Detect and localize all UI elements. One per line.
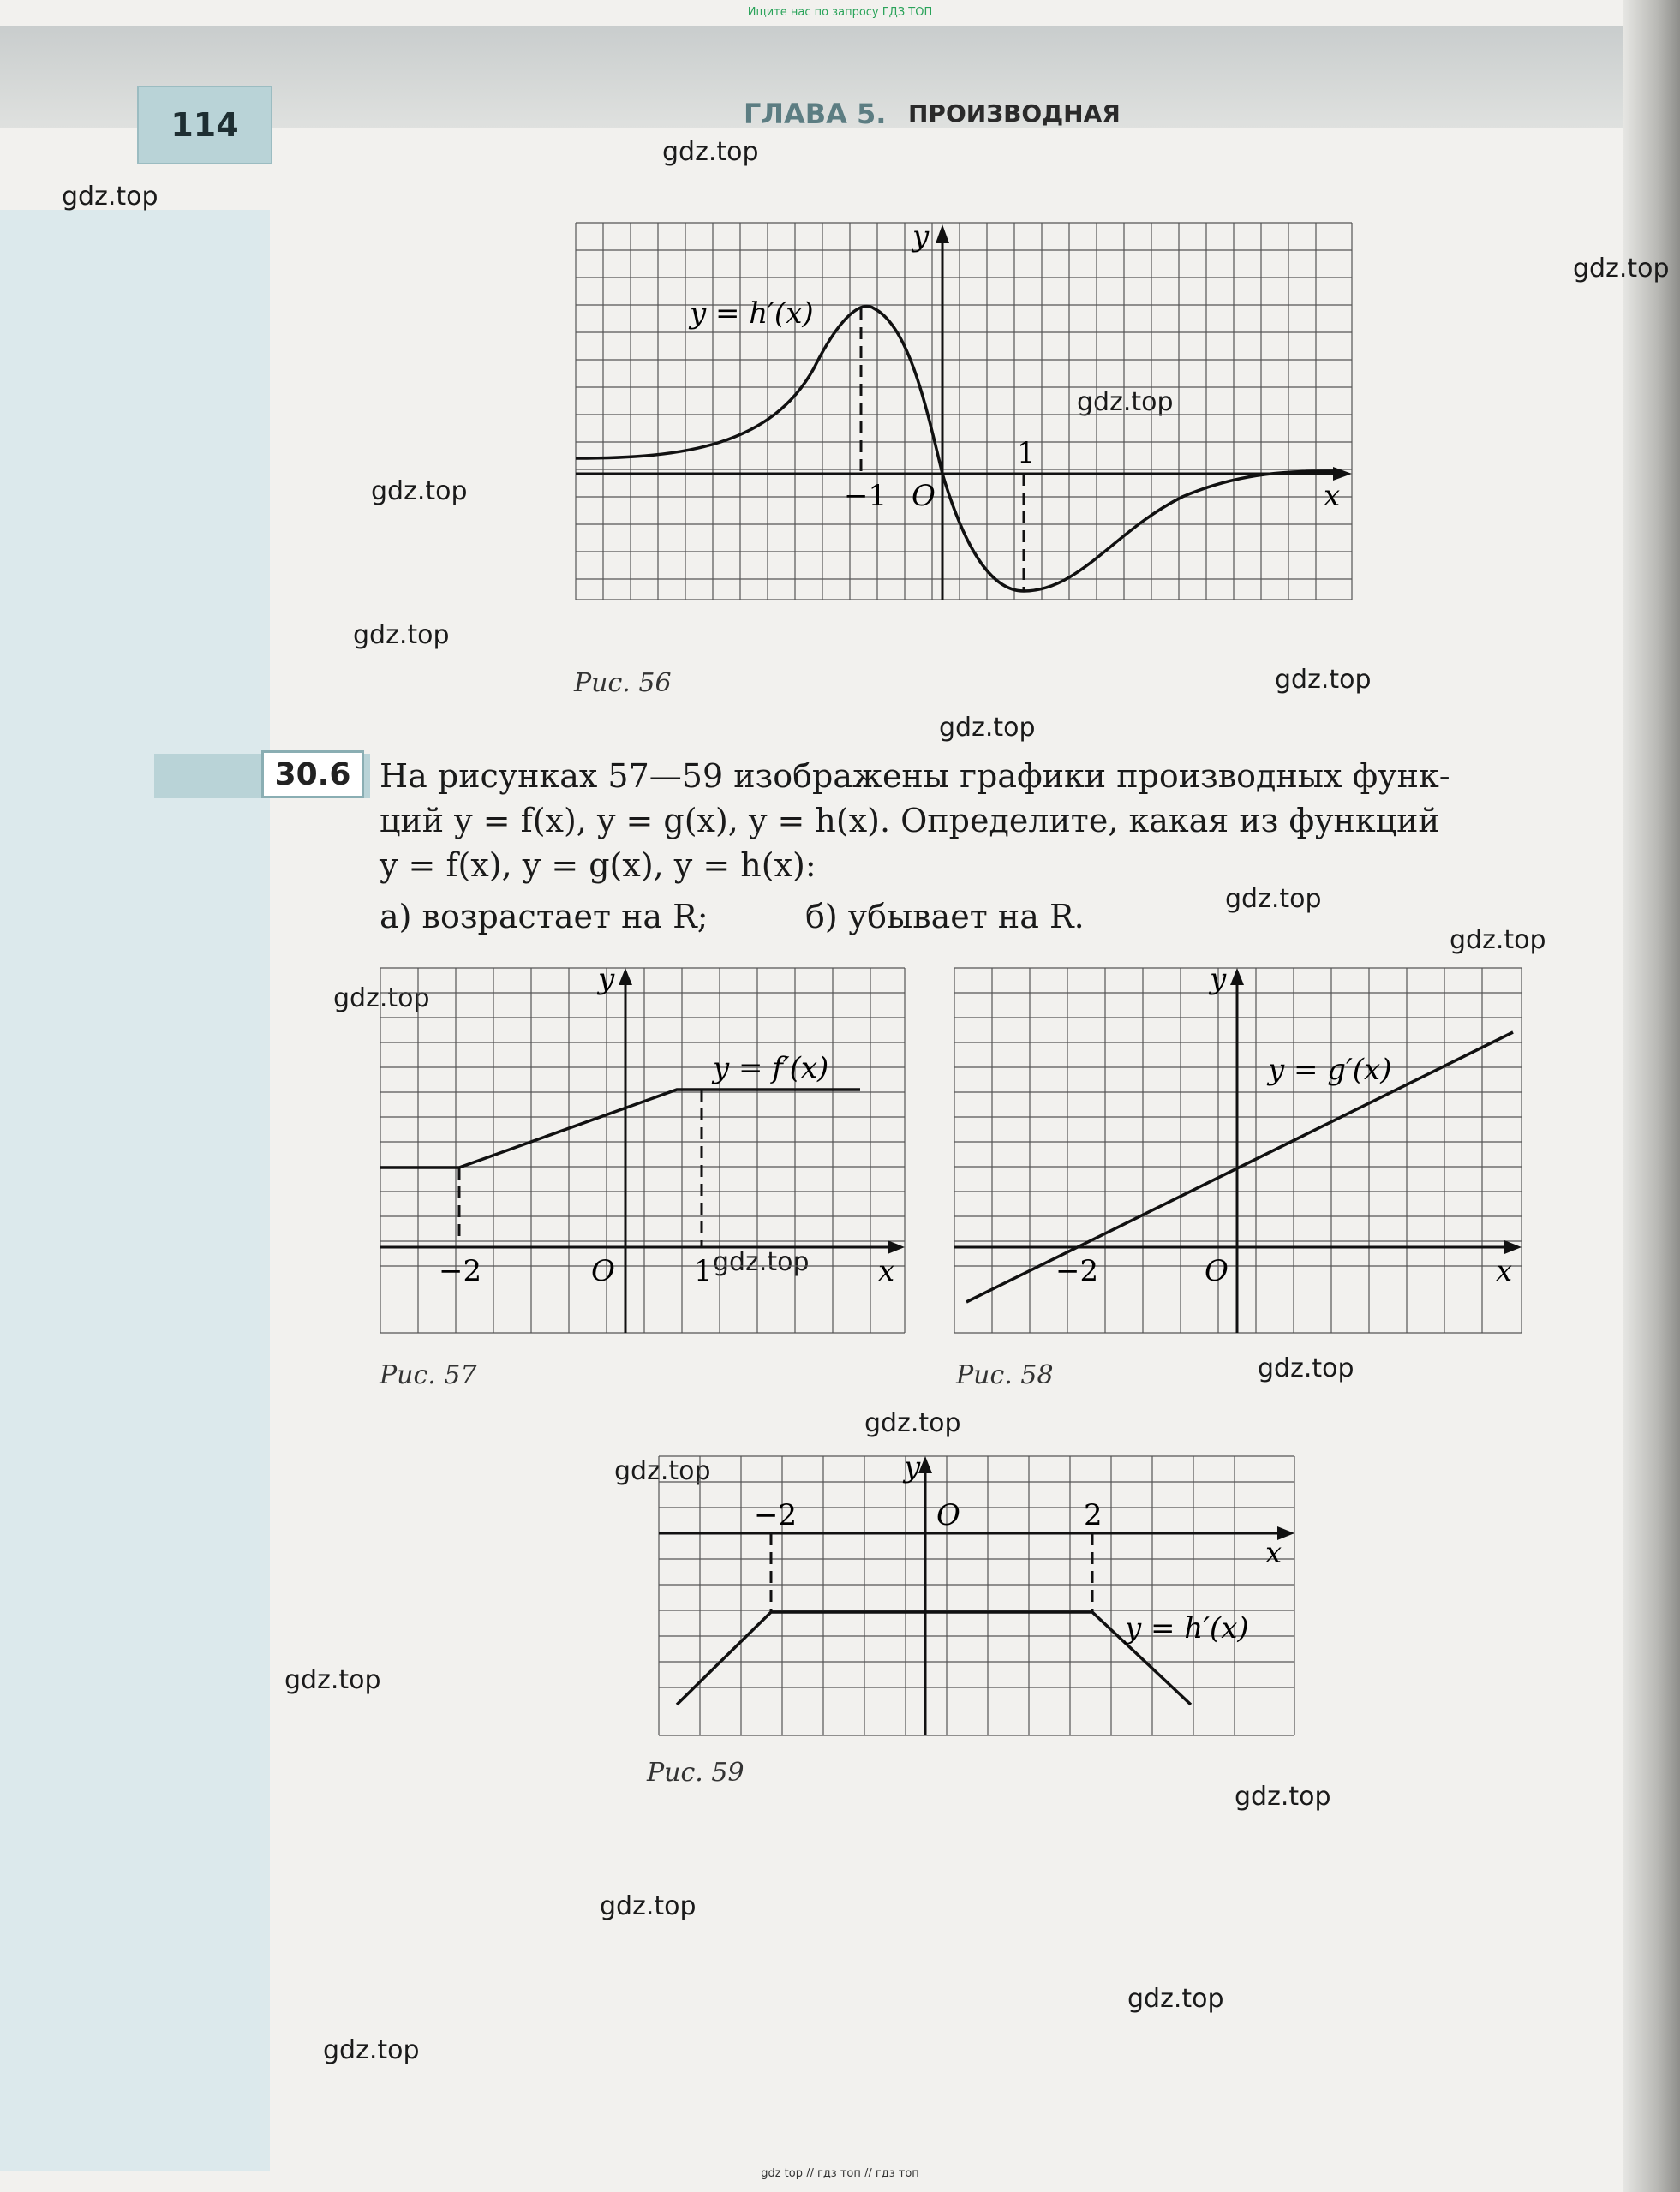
y-axis-label: y bbox=[598, 962, 615, 996]
watermark: gdz.top bbox=[1258, 1353, 1354, 1383]
origin-label: O bbox=[936, 1498, 960, 1532]
problem-number: 30.6 bbox=[261, 750, 364, 798]
tick-label: −2 bbox=[754, 1498, 798, 1532]
y-axis-arrow bbox=[918, 1456, 932, 1473]
grid bbox=[576, 223, 1352, 600]
watermark: gdz.top bbox=[1077, 387, 1174, 417]
watermark: gdz.top bbox=[1225, 884, 1322, 914]
figure-58 bbox=[951, 959, 1525, 1345]
figure-59 bbox=[655, 1448, 1298, 1747]
problem-text-line: ций y = f(x), y = g(x), y = h(x). Определите, какая из функций bbox=[380, 802, 1440, 839]
y-axis-label: y bbox=[904, 1450, 921, 1484]
curve-h-prime bbox=[677, 1612, 1191, 1705]
chapter-title: ПРОИЗВОДНАЯ bbox=[908, 99, 1121, 128]
watermark: gdz.top bbox=[614, 1456, 711, 1486]
watermark: gdz.top bbox=[62, 182, 158, 212]
y-axis-arrow bbox=[619, 968, 632, 985]
figure-caption: Рис. 57 bbox=[380, 1360, 477, 1390]
watermark: gdz.top bbox=[371, 476, 468, 506]
curve-h-prime bbox=[576, 307, 1336, 591]
y-axis-label: y bbox=[912, 219, 930, 254]
figure-caption: Рис. 58 bbox=[956, 1360, 1054, 1390]
figure-caption: Рис. 56 bbox=[574, 668, 672, 698]
x-axis-label: x bbox=[1265, 1536, 1282, 1570]
watermark: gdz.top bbox=[713, 1247, 810, 1277]
problem-part-a: а) возрастает на R; bbox=[380, 898, 708, 935]
watermark: gdz.top bbox=[864, 1408, 961, 1438]
x-axis-arrow bbox=[1504, 1240, 1522, 1254]
watermark: gdz.top bbox=[662, 137, 759, 167]
x-axis-label: x bbox=[1496, 1254, 1513, 1288]
tick-label: 1 bbox=[694, 1254, 713, 1288]
x-axis-label: x bbox=[1324, 479, 1341, 513]
y-axis-arrow bbox=[1230, 968, 1244, 985]
tick-label: −1 bbox=[844, 479, 888, 513]
watermark: gdz.top bbox=[1127, 1984, 1224, 2014]
tick-label: 1 bbox=[1017, 436, 1036, 470]
watermark: gdz.top bbox=[284, 1665, 381, 1695]
footer: gdz top // гдз топ // гдз топ bbox=[761, 2167, 919, 2180]
curve-label: y = h′(x) bbox=[1125, 1611, 1249, 1645]
origin-label: O bbox=[1205, 1254, 1229, 1288]
origin-label: O bbox=[591, 1254, 615, 1288]
tick-label: −2 bbox=[1055, 1254, 1099, 1288]
origin-label: O bbox=[912, 479, 936, 513]
page-number: 114 bbox=[137, 86, 272, 164]
tick-label: 2 bbox=[1084, 1498, 1103, 1532]
x-axis-label: x bbox=[878, 1254, 895, 1288]
curve-f-prime bbox=[380, 1090, 860, 1168]
figure-57 bbox=[377, 959, 908, 1345]
top-banner: Ищите нас по запросу ГДЗ ТОП bbox=[747, 6, 933, 19]
figure-56 bbox=[565, 214, 1362, 660]
curve-label: y = f′(x) bbox=[713, 1051, 829, 1085]
curve-label: y = h′(x) bbox=[690, 296, 814, 331]
y-axis-arrow bbox=[936, 224, 949, 243]
watermark: gdz.top bbox=[600, 1891, 697, 1921]
problem-text-line: На рисунках 57—59 изображены графики производных функ- bbox=[380, 757, 1450, 795]
watermark: gdz.top bbox=[333, 983, 430, 1013]
page-edge-shadow bbox=[1623, 0, 1680, 2192]
problem-text-line: y = f(x), y = g(x), y = h(x): bbox=[380, 846, 816, 884]
figure-caption: Рис. 59 bbox=[647, 1758, 744, 1788]
chapter-label: ГЛАВА 5. bbox=[744, 98, 887, 130]
y-axis-label: y bbox=[1210, 962, 1227, 996]
watermark: gdz.top bbox=[1235, 1782, 1331, 1812]
watermark: gdz.top bbox=[1275, 665, 1372, 695]
tick-label: −2 bbox=[439, 1254, 482, 1288]
watermark: gdz.top bbox=[1450, 925, 1546, 955]
x-axis-arrow bbox=[888, 1240, 905, 1254]
curve-label: y = g′(x) bbox=[1268, 1053, 1392, 1087]
margin-band bbox=[0, 210, 270, 2171]
watermark: gdz.top bbox=[353, 620, 450, 650]
watermark: gdz.top bbox=[1573, 254, 1670, 284]
watermark: gdz.top bbox=[939, 713, 1036, 743]
problem-part-b: б) убывает на R. bbox=[805, 898, 1085, 935]
watermark: gdz.top bbox=[323, 2035, 420, 2065]
